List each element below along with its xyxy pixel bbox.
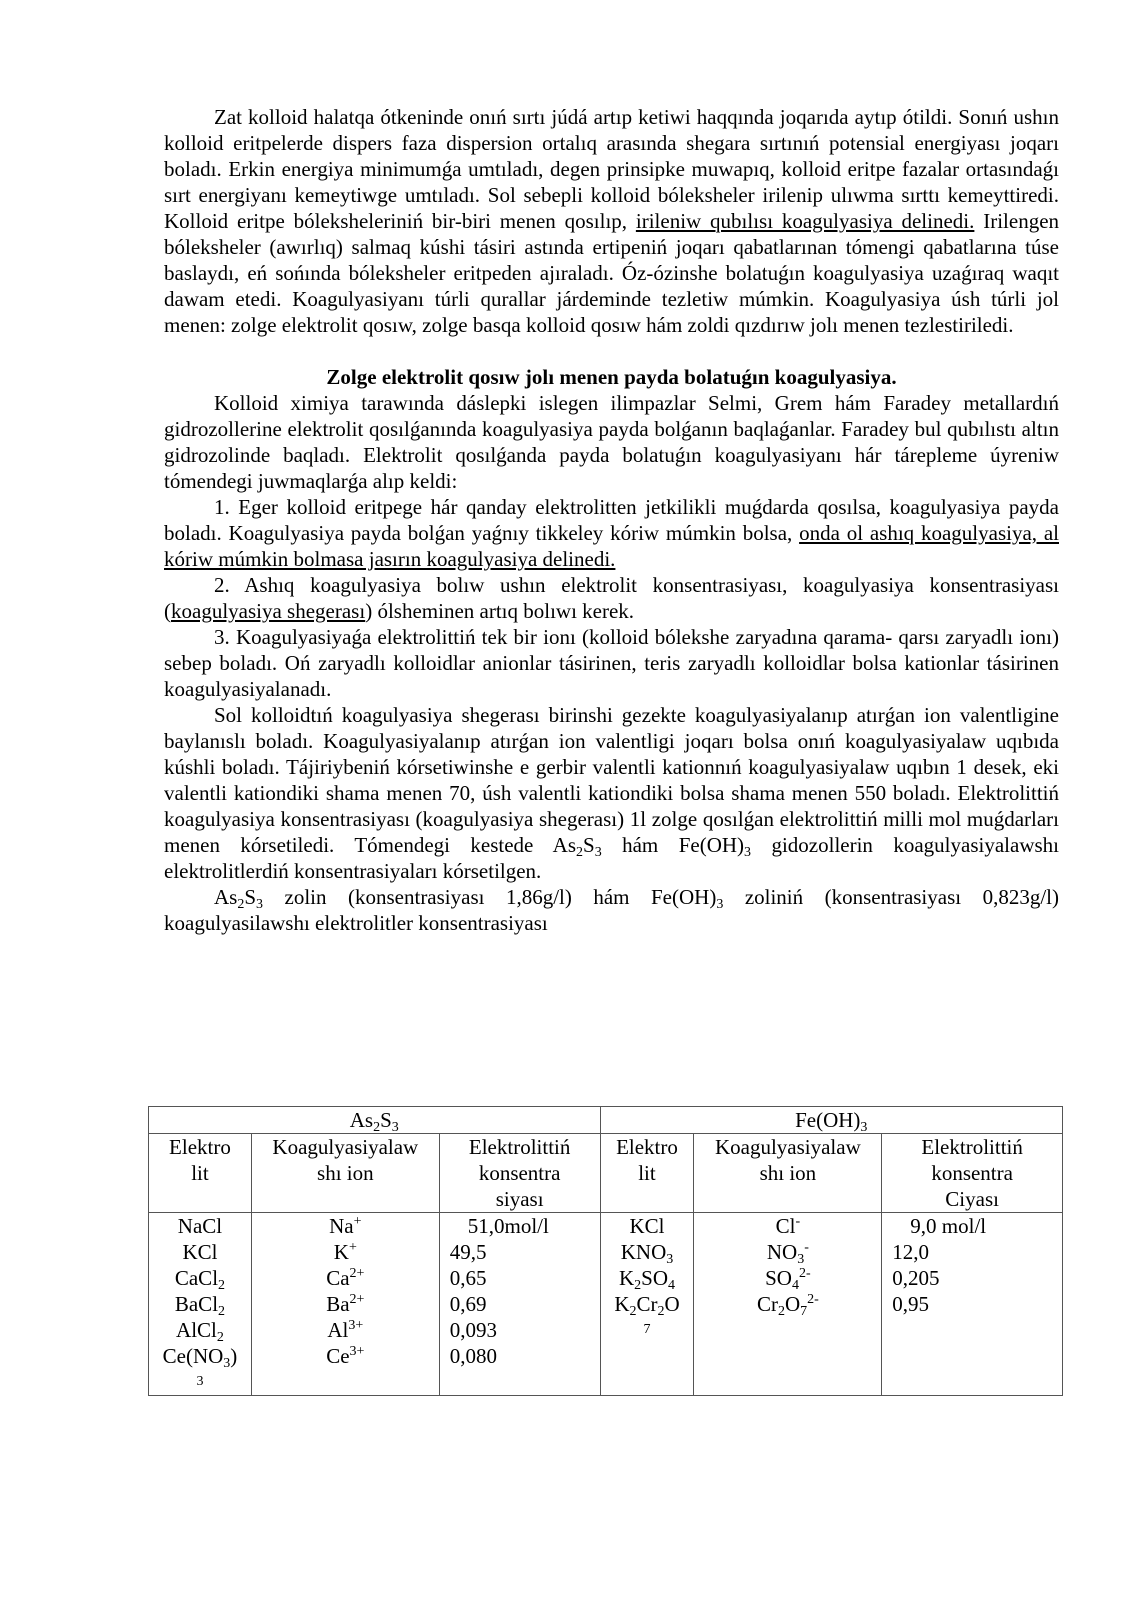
document-body bbox=[164, 104, 1059, 936]
table-cell: 0,080 bbox=[449, 1344, 497, 1368]
table-cell: $Ce(NO_3)$ bbox=[162, 1344, 238, 1371]
table-header-row bbox=[149, 1134, 1063, 1213]
table-cell: 0,69 bbox=[449, 1292, 487, 1316]
header-concentration: Elektrolittiń konsentra Ciyası bbox=[882, 1134, 1063, 1213]
table-cell: 0,65 bbox=[449, 1266, 487, 1290]
header-ion: Koagulyasiyalaw shı ion bbox=[694, 1134, 882, 1213]
table-cell: CaCl$_2$ bbox=[174, 1266, 226, 1293]
table-cell: $Ba^{2+}$ bbox=[326, 1292, 365, 1316]
paragraph-intro: Zat kolloid halatqa ótkeninde onıń sırtı júdá artıp ketiwi haqqında joqarıda aytıp ótildi. Sonıń ushın kolloid eritpelerde dispers faza dispersion ortalıq arasında shegara sırtınıń potensial energiyası joqarı boladı. Erkin energiya minimumǵa umtıladı, degen prinsipke muwapıq, kolloid eritpe fazalar ortasındaǵı sırt energiyanı kemeytiwge umtıladı. Sol sebepli kolloid bóleksheler irilenip ulıwma sırttı kemeyttiredi. Kolloid eritpe bóleksheleriniń bir-biri menen qosılıp, irileniw qubılısı koagulyasiya delinedi. Irilengen bóleksheler (awırlıq) salmaq kúshi tásiri astında ertipeniń joqarı qabatlarınan tómengi qabatlarına túse baslaydı, eń sońında bóleksheler eritpeden ajıraladı. Óz-ózinshe bolatuǵın koagulyasiya uzaǵıraq waqıt dawam etedi. Koagulyasiyanı túrli qurallar járdeminde tezletiw múmkin. Koagulyasiya úsh túrli jol menen: zolge elektrolit qosıw, zolge basqa kolloid qosıw hám zoldi qızdırıw jolı menen tezlestiriledi. bbox=[164, 105, 1060, 337]
table-cell: 0,95 bbox=[892, 1292, 930, 1316]
list-item-2: 2. Ashıq koagulyasiya bolıw ushın elektrolit konsentrasiyası, koagulyasiya konsentrasiyası (koagulyasiya shegerası) ólsheminen artıq bolıwı kerek. bbox=[164, 573, 1059, 623]
table-cell: 7 bbox=[643, 1322, 651, 1337]
table-cell: 0,205 bbox=[892, 1266, 940, 1290]
electrolyte-table bbox=[148, 1106, 1063, 1396]
table-cell: 0,093 bbox=[449, 1318, 497, 1342]
list-item-3: 3. Koagulyasiyaǵa elektrolittiń tek bir ionı (kolloid bólekshe zaryadına qarama- qarsı zaryadlı ionı) sebep boladı. Oń zaryadlı kolloidlar anionlar tásirinen, teris zaryadlı kolloidlar bolsa kationlar tásirinen koagulyasiyalanadı. bbox=[164, 625, 1059, 701]
right-electrolytes-cell bbox=[600, 1213, 694, 1396]
right-ions-cell bbox=[694, 1213, 882, 1396]
table-cell: $Al^{3+}$ bbox=[327, 1318, 364, 1342]
table-cell: $K_2Cr_2O$ bbox=[614, 1292, 680, 1319]
paragraph-valence: Sol kolloidtıń koagulyasiya shegerası birinshi gezekte koagulyasiyalanıp atırǵan ion valentligine baylanıslı boladı. Koagulyasiyalanıp atırǵan ion valentligi joqarı bolsa onıń koagulyasiyalaw uqıbıda kúshli boladı. Tájiriybeniń kórsetiwinshe e gerbir valentli kationnıń koagulyasiyalaw uqıbın 1 desek, eki valentli kationdiki shama menen 70, úsh valentli kationdiki bolsa shama menen 550 boladı. Elektrolittiń koagulyasiya konsentrasiyası (koagulyasiya shegerası) 1l zolge qosılǵan elektrolittiń milli mol muǵdarları menen kórsetiledi. Tómendegi kestede $As_2S_3$ hám $Fe(OH)_3$ gidozollerin koagulyasiyalawshı elektrolitlerdiń konsentrasiyaları kórsetilgen. bbox=[164, 703, 1059, 883]
underlined-definition: irileniw qubılısı koagulyasiya delinedi. bbox=[635, 209, 975, 233]
table-group-row bbox=[149, 1107, 1063, 1134]
table-cell: $Ca^{2+}$ bbox=[326, 1266, 365, 1290]
group-header-feoh3: $Fe(OH)_3$ bbox=[600, 1107, 1062, 1134]
section-heading: Zolge elektrolit qosıw jolı menen payda bolatuǵın koagulyasiya. bbox=[326, 365, 897, 389]
table-cell: NaCl bbox=[177, 1214, 223, 1238]
table-data-row bbox=[149, 1213, 1063, 1396]
table-cell: $SO_4^{2-}$ bbox=[765, 1266, 811, 1293]
table-cell: KCl bbox=[629, 1214, 665, 1238]
table-cell: 51,0mol/l bbox=[467, 1214, 549, 1238]
table-caption: $As_2S_3$ zolin (konsentrasiyası 1,86g/l) hám $Fe(OH)_3$ zoliniń (konsentrasiyası 0,823g/l) koagulyasilawshı elektrolitler konsentrasiyası bbox=[164, 885, 1059, 935]
table-cell: $NO_3^-$ bbox=[766, 1240, 809, 1267]
header-electrolyte: Elektro lit bbox=[600, 1134, 694, 1213]
table-cell: KCl bbox=[182, 1240, 218, 1264]
left-values-cell bbox=[439, 1213, 600, 1396]
left-ions-cell bbox=[251, 1213, 439, 1396]
header-ion: Koagulyasiyalaw shı ion bbox=[251, 1134, 439, 1213]
table-cell: $KNO_3$ bbox=[620, 1240, 674, 1267]
table-cell: 9,0 mol/l bbox=[910, 1214, 987, 1238]
underlined-term: koagulyasiya shegerası bbox=[171, 599, 366, 623]
left-electrolytes-cell bbox=[149, 1213, 252, 1396]
table-cell: BaCl$_2$ bbox=[174, 1292, 226, 1319]
table-cell: $Ce^{3+}$ bbox=[326, 1344, 365, 1368]
paragraph-history: Kolloid ximiya tarawında dáslepki islegen ilimpazlar Selmi, Grem hám Faradey metallardıń gidrozollerine elektrolit qosılǵanında koagulyasiya payda bolǵanın baqlaǵanlar. Faradey bul qubılıstı altın gidrozolinde baqladı. Elektrolit qosılǵanda payda bolatuǵın koagulyasiyanı hár tárepleme úyreniw tómendegi juwmaqlarǵa alıp keldi: bbox=[164, 391, 1059, 493]
table-cell: AlCl$_2$ bbox=[176, 1318, 224, 1345]
table-cell: Cl- bbox=[775, 1214, 801, 1238]
table-cell: $K_2SO_4$ bbox=[618, 1266, 675, 1293]
table-cell: 12,0 bbox=[892, 1240, 930, 1264]
table-cell: 49,5 bbox=[449, 1240, 487, 1264]
list-item-1: 1. Eger kolloid eritpege hár qanday elektrolitten jetkilikli muǵdarda qosılsa, koagulyasiya payda boladı. Koagulyasiya payda bolǵan yaǵnıy tikkeley kóriw múmkin bolsa, onda ol ashıq koagulyasiya, al kóriw múmkin bolmasa jasırın koagulyasiya delinedi. bbox=[164, 495, 1059, 571]
table-cell: $Cr_2O_7^{2-}$ bbox=[756, 1292, 819, 1319]
header-concentration: Elektrolittiń konsentra siyası bbox=[439, 1134, 600, 1213]
underlined-definition: onda ol ashıq koagulyasiya, al kóriw múmkin bolmasa jasırın koagulyasiya delinedi. bbox=[164, 521, 1059, 571]
right-values-cell bbox=[882, 1213, 1063, 1396]
table-cell: 3 bbox=[196, 1374, 204, 1389]
table-cell: K+ bbox=[333, 1240, 357, 1264]
header-electrolyte: Elektro lit bbox=[149, 1134, 252, 1213]
table-cell: Na+ bbox=[329, 1214, 362, 1238]
group-header-as2s3: $As_2S_3$ bbox=[149, 1107, 601, 1134]
